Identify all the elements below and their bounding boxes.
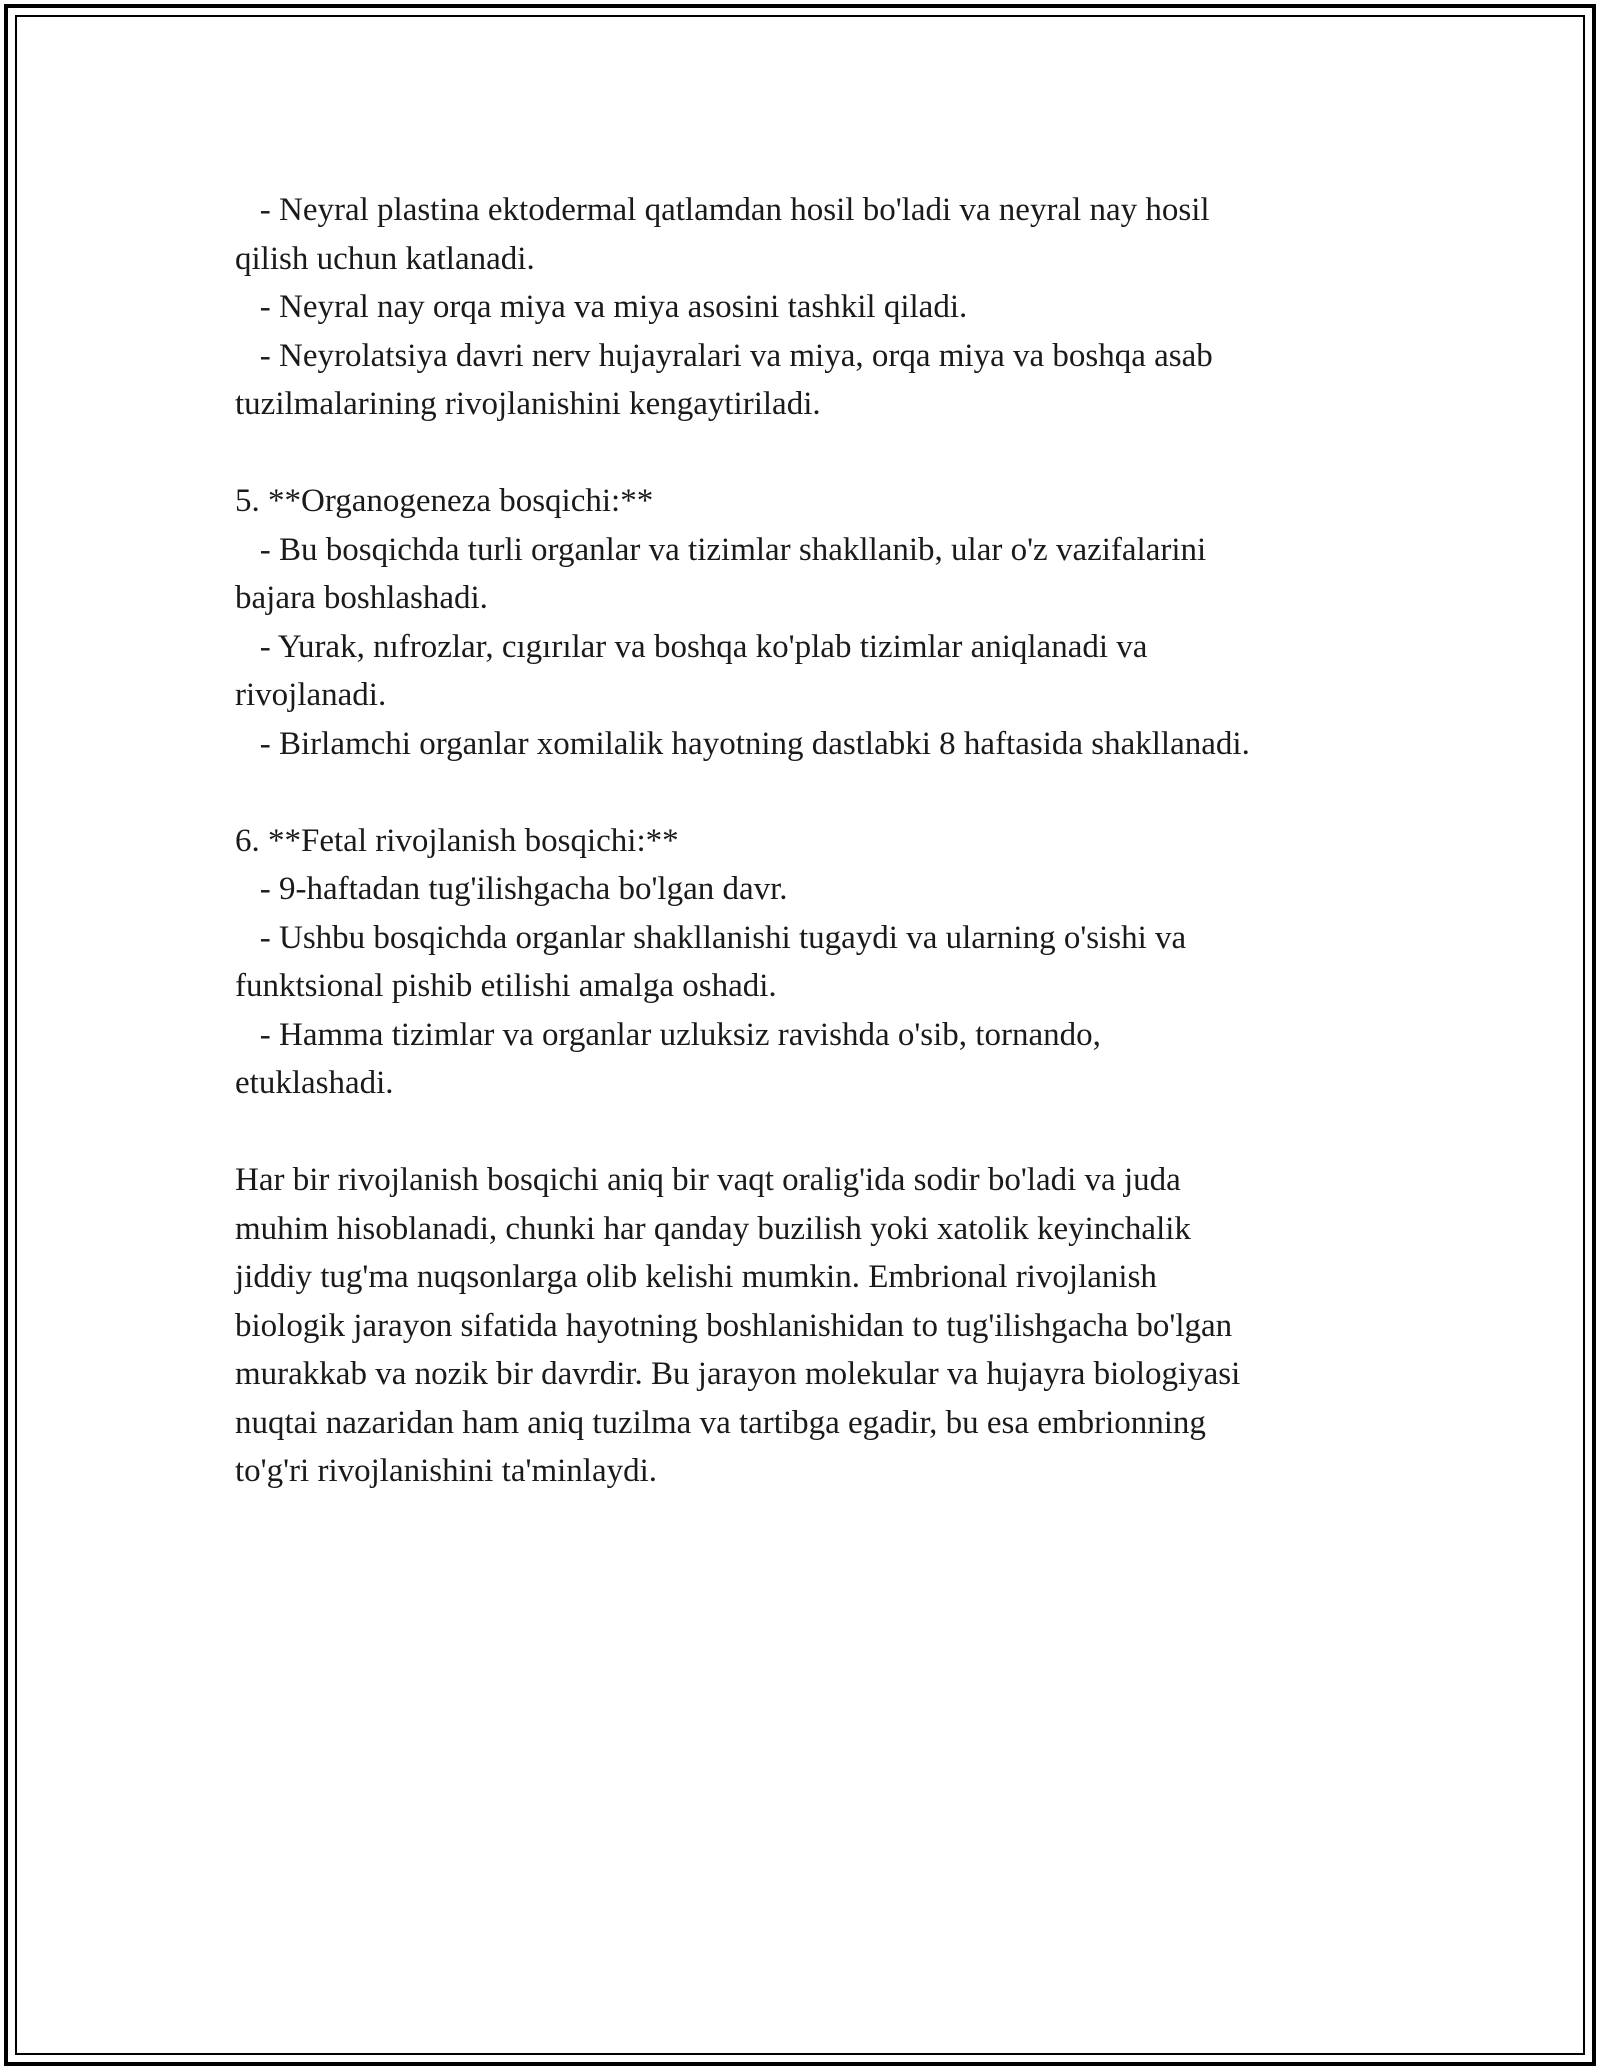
- fetal-section: [235, 817, 1395, 1108]
- paragraph-gap: [235, 768, 1395, 817]
- text-line: murakkab va nozik bir davrdir. Bu jarayon molekular va hujayra biologiyasi: [235, 1356, 1241, 1392]
- text-line: - 9-haftadan tug'ilishgacha bo'lgan davr.: [235, 871, 788, 907]
- text-line: - Neyral plastina ektodermal qatlamdan hosil bo'ladi va neyral nay hosil: [235, 192, 1210, 228]
- text-line: rivojlanadi.: [235, 677, 387, 713]
- text-line: to'g'ri rivojlanishini ta'minlaydi.: [235, 1453, 658, 1489]
- document-body: [235, 186, 1395, 1496]
- paragraph-gap: [235, 1108, 1395, 1157]
- text-line: tuzilmalarining rivojlanishini kengaytiriladi.: [235, 386, 821, 422]
- text-line: - Bu bosqichda turli organlar va tizimlar shakllanib, ular o'z vazifalarini: [235, 531, 1207, 568]
- text-line: qilish uchun katlanadi.: [235, 240, 535, 277]
- text-line: etuklashadi.: [235, 1065, 394, 1101]
- section-heading: 6. **Fetal rivojlanish bosqichi:**: [235, 822, 679, 859]
- text-line: bajara boshlashadi.: [235, 580, 488, 616]
- neural-section: [235, 186, 1395, 429]
- text-line: - Birlamchi organlar xomilalik hayotning dastlabki 8 haftasida shakllanadi.: [235, 725, 1250, 762]
- conclusion-paragraph: [235, 1156, 1395, 1496]
- text-line: - Yurak, nıfrozlar, cıgırılar va boshqa ko'plab tizimlar aniqlanadi va: [235, 628, 1148, 665]
- text-line: muhim hisoblanadi, chunki har qanday buzilish yoki xatolik keyinchalik: [235, 1210, 1191, 1247]
- text-line: - Hamma tizimlar va organlar uzluksiz ravishda o'sib, tornando,: [235, 1016, 1101, 1053]
- text-line: Har bir rivojlanish bosqichi aniq bir vaqt oralig'ida sodir bo'ladi va juda: [235, 1162, 1181, 1198]
- text-line: - Ushbu bosqichda organlar shakllanishi tugaydi va ularning o'sishi va: [235, 919, 1187, 956]
- text-line: biologik jarayon sifatida hayotning boshlanishidan to tug'ilishgacha bo'lgan: [235, 1307, 1233, 1344]
- paragraph-gap: [235, 429, 1395, 478]
- text-line: - Neyral nay orqa miya va miya asosini tashkil qiladi.: [235, 289, 968, 325]
- text-line: - Neyrolatsiya davri nerv hujayralari va miya, orqa miya va boshqa asab: [235, 337, 1213, 374]
- text-line: funktsional pishib etilishi amalga oshadi.: [235, 968, 777, 1004]
- organogenesis-section: [235, 477, 1395, 768]
- text-line: jiddiy tug'ma nuqsonlarga olib kelishi mumkin. Embrional rivojlanish: [235, 1259, 1157, 1295]
- section-heading: 5. **Organogeneza bosqichi:**: [235, 483, 654, 519]
- text-line: nuqtai nazaridan ham aniq tuzilma va tartibga egadir, bu esa embrionning: [235, 1404, 1206, 1441]
